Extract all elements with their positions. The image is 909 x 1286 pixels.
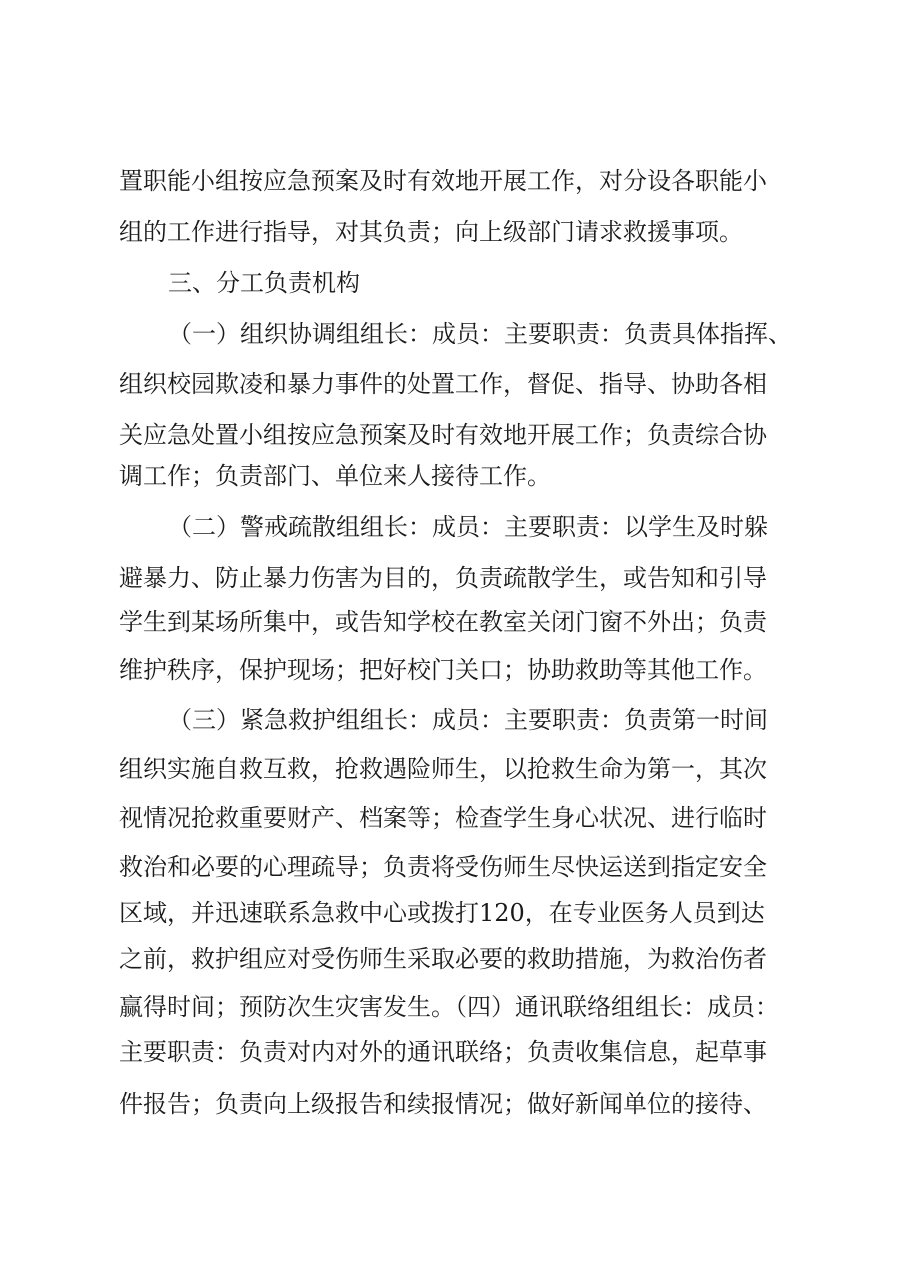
paragraph-line: 组的工作进行指导，对其负责；向上级部门请求救援事项。: [119, 218, 743, 246]
paragraph-line: 件报告；负责向上级报告和续报情况；做好新闻单位的接待、: [119, 1090, 767, 1118]
paragraph-line: 学生到某场所集中，或告知学校在教室关闭门窗不外出；负责: [119, 608, 767, 636]
paragraph-line: 之前，救护组应对受伤师生采取必要的救助措施，为救治伤者: [119, 945, 767, 973]
paragraph-line: 维护秩序，保护现场；把好校门关口；协助救助等其他工作。: [119, 656, 767, 684]
paragraph-line: （三）紧急救护组组长：成员：主要职责：负责第一时间: [168, 706, 768, 734]
paragraph-line: （一）组织协调组组长：成员：主要职责：负责具体指挥、: [168, 320, 792, 348]
paragraph-line: 组织校园欺凌和暴力事件的处置工作，督促、指导、协助各相: [119, 370, 767, 398]
paragraph-line: 视情况抢救重要财产、档案等；检查学生身心状况、进行临时: [119, 804, 767, 832]
paragraph-line: 关应急处置小组按应急预案及时有效地开展工作；负责综合协: [119, 421, 767, 449]
paragraph-line: 救治和必要的心理疏导；负责将受伤师生尽快运送到指定安全: [119, 853, 767, 881]
paragraph-line: 置职能小组按应急预案及时有效地开展工作，对分设各职能小: [119, 167, 767, 195]
paragraph-line: 主要职责：负责对内对外的通讯联络；负责收集信息，起草事: [119, 1038, 767, 1066]
paragraph-line: 赢得时间；预防次生灾害发生。（四）通讯联络组组长：成员：: [119, 993, 779, 1021]
paragraph-line: 组织实施自救互救，抢救遇险师生，以抢救生命为第一，其次: [119, 755, 767, 783]
paragraph-line: （二）警戒疏散组组长：成员：主要职责：以学生及时躲: [168, 513, 768, 541]
paragraph-line: 区域，并迅速联系急救中心或拨打120，在专业医务人员到达: [119, 899, 765, 927]
paragraph-line: 调工作；负责部门、单位来人接待工作。: [119, 462, 551, 490]
section-heading: 三、分工负责机构: [168, 269, 360, 297]
paragraph-line: 避暴力、防止暴力伤害为目的，负责疏散学生，或告知和引导: [119, 564, 767, 592]
